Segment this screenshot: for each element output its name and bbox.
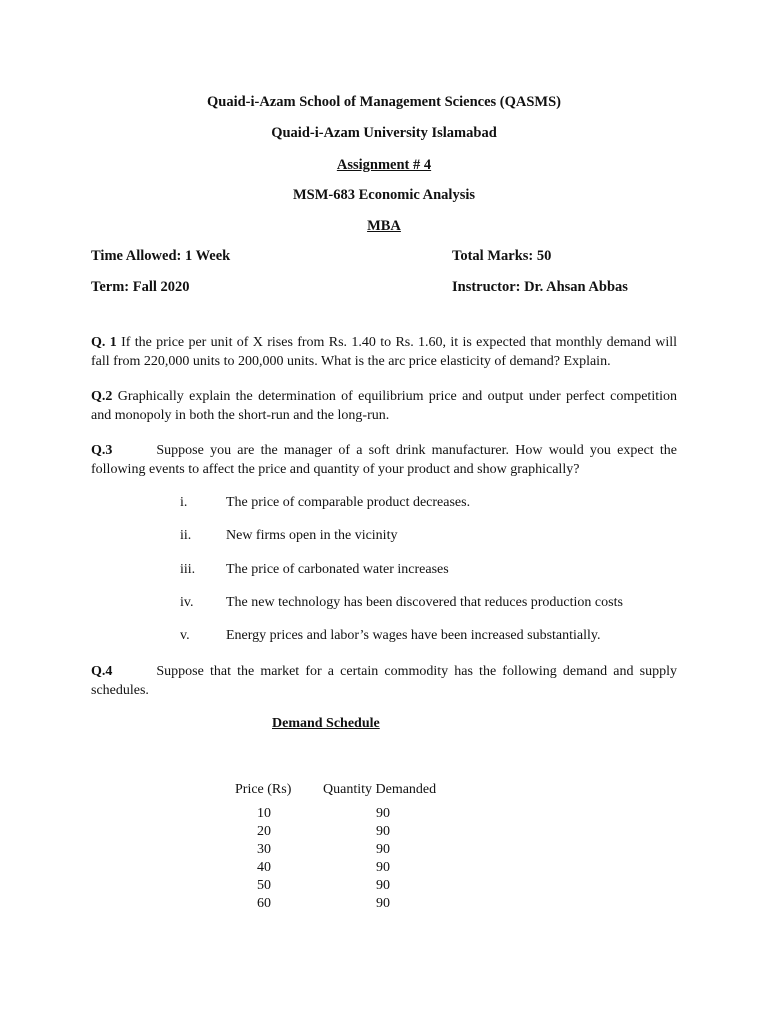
assignment-title	[0, 157, 768, 174]
price-cell: 60	[257, 896, 271, 911]
university-name: Quaid-i-Azam University Islamabad	[271, 125, 497, 141]
question-4	[91, 662, 677, 700]
term: Term: Fall 2020	[91, 279, 190, 295]
list-item-text: The price of comparable product decreases.	[226, 495, 471, 510]
demand-schedule-title: Demand Schedule	[272, 716, 380, 731]
question-3-number: Q.3	[91, 443, 113, 458]
price-cell: 50	[257, 878, 271, 893]
quantity-cell: 90	[376, 878, 390, 893]
total-marks: Total Marks: 50	[452, 248, 552, 264]
list-item-text: Energy prices and labor’s wages have been increased substantially.	[226, 628, 601, 643]
question-4-number: Q.4	[91, 664, 113, 679]
quantity-cell: 90	[376, 842, 390, 857]
question-3-text: Suppose you are the manager of a soft drink manufacturer. How would you expect the following events to affect the price and quantity of your product and show graphically?	[91, 443, 677, 477]
question-2-text: Graphically explain the determination of equilibrium price and output under perfect competition and monopoly in both the short-run and the long-run.	[91, 389, 677, 423]
question-2-number: Q.2	[91, 389, 113, 404]
list-item-text: New firms open in the vicinity	[226, 528, 398, 543]
instructor: Instructor: Dr. Ahsan Abbas	[452, 279, 628, 295]
list-item-number: iv.	[180, 595, 194, 610]
price-cell: 40	[257, 860, 271, 875]
quantity-cell: 90	[376, 896, 390, 911]
column-header-price: Price (Rs)	[235, 782, 292, 797]
column-header-quantity: Quantity Demanded	[323, 782, 437, 797]
list-item-number: v.	[180, 628, 190, 643]
price-cell: 10	[257, 806, 271, 821]
quantity-cell: 90	[376, 806, 390, 821]
list-item-number: i.	[180, 495, 188, 510]
course-title: MSM-683 Economic Analysis	[292, 187, 476, 203]
quantity-cell: 90	[376, 824, 390, 839]
program-title-text: MBA	[367, 218, 401, 234]
list-item-text: The price of carbonated water increases	[226, 562, 449, 577]
program-title	[0, 218, 768, 235]
quantity-cell: 90	[376, 860, 390, 875]
question-1-number: Q. 1	[91, 335, 117, 350]
question-1	[91, 333, 677, 371]
question-2	[91, 387, 677, 425]
question-4-text: Suppose that the market for a certain commodity has the following demand and supply schedules.	[91, 664, 677, 698]
school-name: Quaid-i-Azam School of Management Sciences (QASMS)	[206, 94, 561, 110]
list-item-number: ii.	[180, 528, 192, 543]
price-cell: 30	[257, 842, 271, 857]
question-3	[91, 441, 677, 479]
price-cell: 20	[257, 824, 271, 839]
list-item-number: iii.	[180, 562, 196, 577]
time-allowed: Time Allowed: 1 Week	[91, 248, 231, 264]
list-item-text: The new technology has been discovered that reduces production costs	[226, 595, 623, 610]
question-1-text: If the price per unit of X rises from Rs. 1.40 to Rs. 1.60, it is expected that monthly demand will fall from 220,000 units to 200,000 units. What is the arc price elasticity of demand? Explain.	[91, 335, 678, 369]
assignment-title-text: Assignment # 4	[336, 157, 432, 173]
